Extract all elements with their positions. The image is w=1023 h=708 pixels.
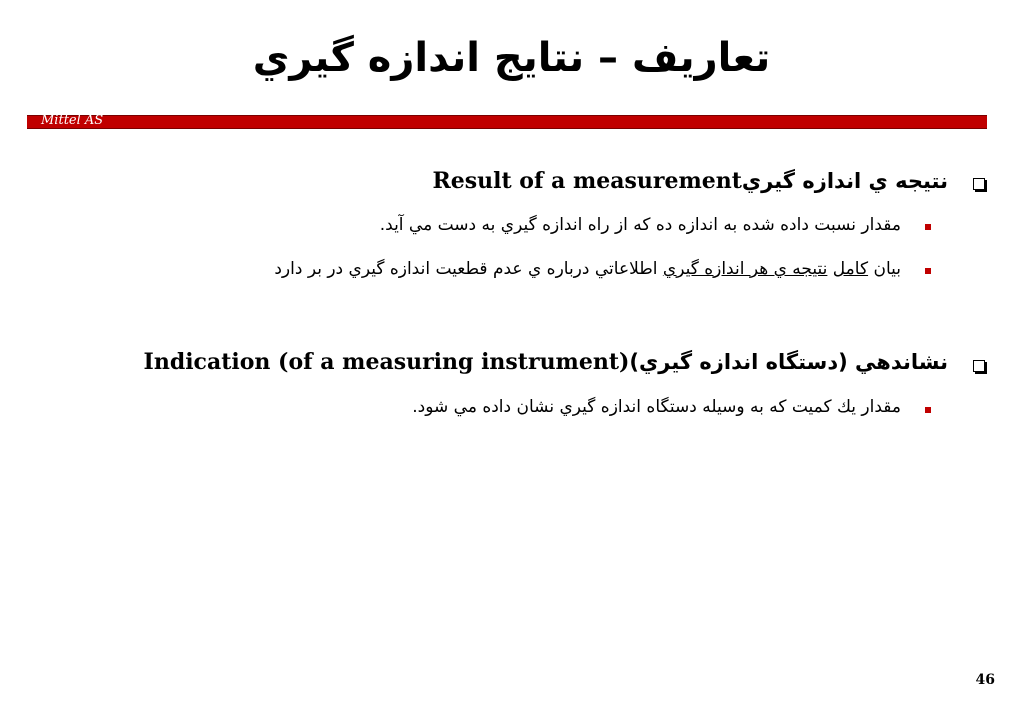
logo-text: Mittel AS — [41, 113, 104, 128]
bullet-text: مقدار نسبت داده شده به اندازه ده كه از راه اندازه گيري به دست مي آيد. — [379, 215, 901, 235]
item-heading-indication — [144, 349, 948, 375]
square-bullet-icon — [925, 224, 931, 230]
bullet-text-part: بيان — [868, 259, 901, 279]
underlined-text: نتيجه ي هر اندازه گيري — [662, 259, 828, 279]
square-bullet-icon — [925, 407, 931, 413]
square-bullet-icon — [925, 268, 931, 274]
item-heading-fa: نشاندهي (دستگاه اندازه گيري) — [629, 350, 948, 374]
bullet-text-part: اطلاعاتي درباره ي عدم قطعيت اندازه گيري در بر دارد — [274, 259, 663, 279]
checkbox-bullet-icon — [973, 360, 985, 372]
bullet-text — [274, 259, 901, 279]
item-heading-fa: نتيجه ي اندازه گيري — [741, 169, 948, 193]
item-heading-en: Indication (of a measuring instrument) — [143, 349, 630, 375]
checkbox-bullet-icon — [973, 178, 985, 190]
page-number: 46 — [975, 672, 995, 688]
slide-title: تعاريف – نتايج اندازه گيري — [252, 35, 771, 81]
header-divider-bar — [27, 115, 987, 129]
underlined-text: كامل — [832, 259, 869, 279]
item-heading-result — [432, 168, 948, 194]
bullet-text: مقدار يك كميت كه به وسيله دستگاه اندازه گيري نشان داده مي شود. — [412, 397, 901, 417]
item-heading-en: Result of a measurement — [432, 168, 742, 194]
